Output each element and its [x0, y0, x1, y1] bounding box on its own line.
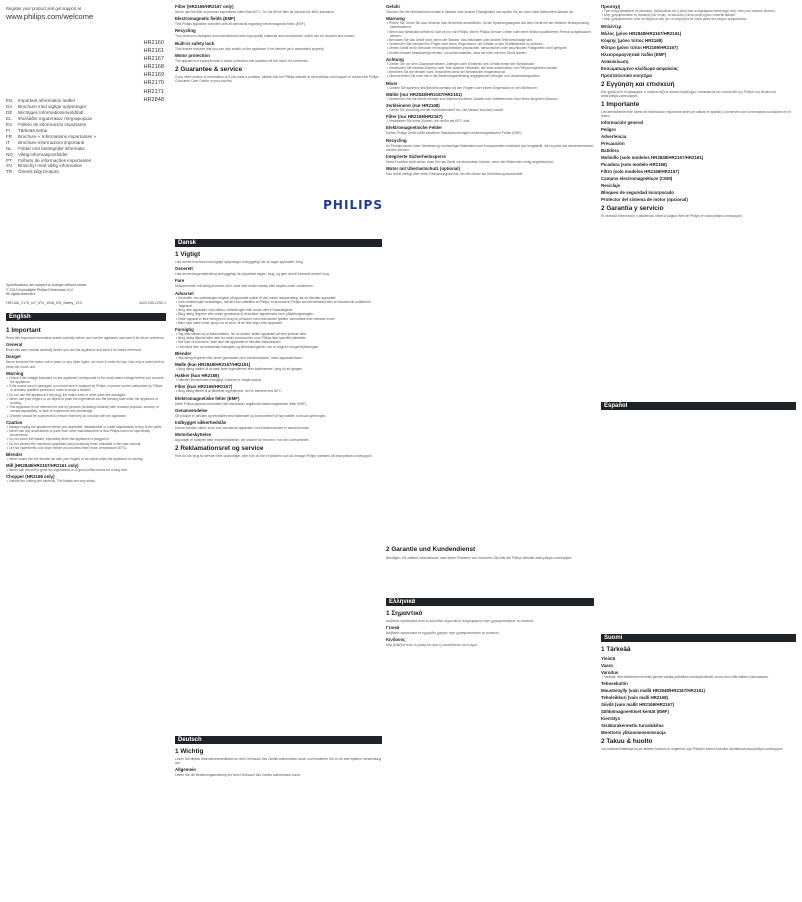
german-content	[175, 745, 383, 778]
bullet-item: • This appliance is not intended for use by persons (including children) with reduced physical, sensory or mental capabilities, or lack of experience and knowledge.	[6, 405, 166, 413]
bullet-item: • Brug ikke apparatet, hvis stikket, netledningen eller andre dele er beskadigede.	[175, 308, 383, 312]
subheading: Γενικά	[386, 625, 400, 631]
paragraph: Apparatet er udstyret med motorbeskyttelse, der slukker for motoren, hvis den overophedes.	[175, 438, 310, 443]
paragraph: Διαβάστε προσεκτικά αυτό το φυλλάδιο σημαντικών πληροφοριών πριν χρησιμοποιήσετε τη συσκευή.	[386, 619, 535, 623]
subheading: Varoitus	[601, 670, 619, 675]
section-heading: 2 Garantía y servicio	[601, 205, 664, 213]
website-link[interactable]: www.philips.com/welcome	[6, 12, 94, 21]
finnish-content	[601, 643, 797, 751]
paragraph: Motorenheden må aldrig kommes ned i vand eller anden væske eller skylles under vandhanen.	[175, 284, 314, 289]
rights-notice: All rights reserved.	[6, 292, 36, 297]
bullet-item: • Prüfen Sie, bevor Sie das Gerät an das Stromnetz anschließen, ob die Spannungsangabe auf dem Gerät mit der örtlichen Netzspannung übereinstimmt.	[386, 21, 594, 29]
subheading: Gefahr	[386, 4, 401, 9]
subheading: Generelt	[175, 266, 193, 272]
english-continued	[175, 2, 383, 83]
subheading: Προστατευτικό κινητήρα	[601, 72, 652, 78]
bullet-item: • Stik aldrig fingrene eller andre genstande ned i blenderkanden, mens apparatet kører.	[175, 356, 383, 360]
index-entry: NO Viktig informasjonsfolder	[6, 151, 68, 157]
bullet-item: • Brug aldrig filteret til at tilberede ingredienser, der er varmere end 80°C.	[175, 389, 383, 393]
column-cover	[6, 0, 166, 902]
paragraph: Μην βυθίζετε ποτέ το μοτέρ σε νερό ή οποιοδήποτε άλλο υγρό.	[386, 643, 478, 648]
section-heading: 1 Wichtig	[175, 748, 204, 755]
copyright: © 2013 Koninklijke Philips Electronics N.V.	[6, 287, 74, 292]
paragraph: Læs denne brugervejledning omhyggeligt, før apparatet tages i brug, og gem den til eventuel senere brug.	[175, 272, 330, 277]
philips-logo: PHILIPS	[323, 198, 383, 212]
subheading: Zerkleinerer (nur HR2168)	[386, 103, 440, 109]
model-number: HR2848	[143, 96, 164, 103]
bullet-item: • Do not use the appliance if the plug, the mains cord or other parts are damaged.	[6, 393, 166, 397]
section-heading-bar: 2 Garantie und Kundendienst	[386, 546, 591, 554]
subheading: Recycling	[386, 137, 407, 143]
subheading: Precaución	[601, 141, 625, 147]
paragraph: Never immerse the motor unit in water or any other liquid, nor rinse it under the tap. Use only a moist cloth to clean the motor unit.	[6, 360, 165, 369]
subheading: Vaara	[601, 663, 613, 668]
paragraph: Benötigen Sie weitere Informationen oder treten Probleme auf, besuchen Sie bitte die Philips Website www.philips.com/support.	[386, 556, 573, 560]
subheading: Built-in safety lock	[175, 40, 215, 46]
subheading: Advarsel	[175, 290, 194, 296]
danish-content	[175, 248, 383, 459]
index-entry: FR Brochure « Informations importantes »	[6, 133, 97, 139]
subheading: Sähkömagneettiset kentät (EMF)	[601, 709, 669, 715]
paragraph: Lea atentamente este folleto de información importante antes de utilizar el aparato y consérvelo por si necesitara consultarlo en el futuro.	[601, 110, 791, 119]
subheading: Προσοχή	[601, 4, 621, 9]
model-number: HR2168	[143, 64, 164, 71]
subheading: Información general	[601, 120, 643, 126]
model-number: HR2161	[143, 48, 164, 55]
model-number: HR2167	[143, 56, 164, 63]
subheading: Blender	[175, 350, 192, 356]
subheading: Mühle (nur HR2848/HR2167/HR2161)	[386, 91, 462, 97]
bullet-item: • Ziehen Sie vor dem Zusammensetzen, Zerlegen oder Einstellen des Geräts immer den Netzstecker.	[386, 62, 594, 66]
paragraph: Si necesita información o asistencia, visite la página Web de Philips en www.philips.com/support.	[601, 214, 743, 219]
paragraph: Διαβάστε προσεκτικά το εγχειρίδιο χρήσης πριν χρησιμοποιήσετε τη συσκευή.	[386, 631, 500, 636]
section-heading: 1 Importante	[601, 101, 640, 109]
column-german-greek	[386, 0, 594, 902]
bullet-item: • Berühren Sie die Messer nicht, besonders wenn der Netzstecker eingesteckt ist.	[386, 70, 594, 74]
subheading: Filter (kun HR2169/HR2167)	[175, 384, 233, 390]
subheading: Sisäänrakennettu turvalukitus	[601, 723, 664, 729]
german-continued	[386, 2, 594, 176]
language-header-finnish: Suomi	[601, 634, 796, 642]
bullet-item: • Overskrid ikke de maksimale mængder og tilberedningstider, der er angivet i brugervejledningen.	[175, 345, 383, 349]
subheading: Achtung	[386, 56, 404, 62]
section-heading: 2 Εγγύηση και επισκευή	[601, 80, 675, 88]
bullet-item: • Μην χρησιμοποιείτε ποτέ τα δάχτυλά σας για να σπρώξετε τα υλικά μέσα στο στόμιο τροφοδοσίας.	[601, 17, 797, 21]
subheading: Allgemein	[175, 767, 196, 773]
index-entry: DA Brochure med vigtige oplysninger	[6, 103, 87, 109]
subheading: Protector del sistema de motor (opcional)	[601, 197, 688, 203]
bullet-item: • Never use your fingers or an object to push the ingredients into the feeding tube while the appliance is running.	[6, 397, 166, 405]
paragraph: Your product is designed and manufactured with high quality materials and components, which can be recycled and reused.	[175, 34, 356, 39]
paragraph: Εάν χρειάζεστε πληροφορίες ή αντιμετωπίζετε κάποιο πρόβλημα, επισκεφτείτε την ιστοσελίδα της Philips στη διεύθυνση www.philips.com/support.	[601, 89, 776, 98]
paragraph: Lesen Sie die Bedienungsanleitung vor dem Gebrauch des Geräts aufmerksam durch.	[175, 773, 302, 778]
bullet-item: • Børn skal være under opsyn for at sikre, at de ikke leger med apparatet.	[175, 321, 383, 325]
subheading: Forsigtig	[175, 327, 194, 333]
language-header-greek: Ελληνικά	[386, 598, 594, 606]
index-entry: DE Wichtiges Informationsmerkblatt	[6, 109, 84, 115]
index-entry: NL Folder met belangrijke informatie	[6, 145, 85, 151]
subheading: Recycling	[175, 28, 196, 34]
language-index	[6, 98, 166, 175]
index-entry: IT Brochure informazioni importanti	[6, 139, 85, 145]
subheading: Mixer	[386, 80, 398, 86]
subheading: Peligro	[601, 127, 616, 133]
language-header-german: Deutsch	[175, 736, 382, 744]
subheading: Chopper (HR2168 only)	[6, 474, 55, 480]
paragraph: Jos tarvitset lisätietoja tai jos laitteen kanssa on ongelmia, käy Philipsin Internet-sivuilla osoitteessa www.philips.com/support.	[601, 747, 784, 752]
subheading: Elektromagnetiske felter (EMF)	[175, 395, 240, 401]
model-number: HR2170	[143, 80, 164, 87]
doc-number: 4222.005.2250.1	[139, 300, 166, 305]
index-entry: ES Folleto de información importante	[6, 121, 87, 127]
bullet-item: • Never reach into the blender jar with your fingers or an object while the appliance is running.	[6, 457, 166, 461]
subheading: Indbygget sikkerhedslås	[175, 420, 227, 426]
bullet-item: • Do not exceed the maximum quantities and processing times indicated in the user manual.	[6, 442, 166, 446]
greek-content	[386, 607, 594, 648]
paragraph: Read this user manual carefully before you use the appliance and save it for future reference.	[6, 348, 143, 353]
subheading: Bloqueo de seguridad incorporado	[601, 190, 674, 196]
index-entry: EN Important information leaflet	[6, 98, 75, 103]
paragraph: Das Gerät verfügt über einen Überlastungsschutz, der den Motor bei Überhitzung ausschaltet.	[386, 172, 524, 177]
bullet-item: • Gehen Sie vorsichtig mit der Schneideeinheit um. Die Messer sind sehr scharf.	[386, 108, 594, 112]
greek-continued	[601, 2, 797, 409]
subheading: Ενσωματωμένο κλείδωμα ασφαλείας	[601, 65, 679, 71]
section-heading: 1 Vigtigt	[175, 251, 201, 258]
subheading: Μπλέντερ	[601, 23, 622, 29]
model-number: HR2171	[143, 88, 164, 95]
model-list	[143, 39, 164, 104]
paragraph: This feature ensures that you can only switch on the appliance if the blender jar is assembled properly.	[175, 46, 325, 51]
subheading: Filtro (solo modelos HR2169/HR2167)	[601, 169, 680, 175]
subheading: Advertencia	[601, 134, 627, 140]
subheading: Motorbeskyttelse	[175, 432, 212, 438]
subheading: Blender	[6, 452, 23, 458]
subheading: Campos electromagnéticos (CEM)	[601, 176, 673, 182]
subheading: Batidora	[601, 148, 619, 154]
bullet-item: • Handle the cutting unit carefully. The blades are very sharp.	[6, 479, 166, 483]
section-heading: 1 Important	[6, 327, 41, 334]
doc-code: HR2160_2170_ILF_IFU_1948_EN_Safety_V10	[6, 300, 82, 305]
bullet-item: • Wenn das Netzkabel defekt ist, darf es nur von Philips, einem Philips Service-Center oder einer ähnlich qualifizierten Person ausgetauscht werden.	[386, 30, 594, 38]
bullet-item: • Children should be supervised to ensure that they do not play with the appliance.	[6, 414, 166, 418]
bullet-item: • Check if the voltage indicated on the appliance corresponds to the local mains voltage before you connect the appliance.	[6, 376, 166, 384]
section-heading: 2 Takuu & huolto	[601, 738, 653, 746]
bullet-item: • Verwenden Sie niemals Zubehör oder Teile anderer Hersteller, die nicht ausdrücklich von Philips empfohlen werden.	[386, 66, 594, 70]
bullet-item: • Brug aldrig møllen til at male tørre ingredienser eller kaffebønner i lang tid ad gangen.	[175, 367, 383, 371]
language-header-english: English	[6, 313, 166, 321]
paragraph: The appliance is equipped with a motor protection that switches off the motor if it overheats.	[175, 58, 309, 63]
subheading: Mølle (kun HR2848/HR2167/HR2161)	[175, 362, 251, 368]
index-entry: TR Önemli bilgi broşürü	[6, 169, 59, 175]
bullet-item: • Kontrollér, om spændingen angivet på apparatet svarer til den lokale netspænding, før du tilslutter apparatet.	[175, 296, 383, 300]
register-line: Register your product and get support at	[6, 6, 81, 11]
subheading: Warning	[6, 370, 24, 376]
subheading: Ηλεκτρομαγνητικά πεδία (EMF)	[601, 51, 667, 57]
bullet-item: • Tarkista, että laitteeseen merkitty jännite vastaa paikallista verkkojännitettä, ennen kuin liität laitteen pistorasiaan.	[601, 675, 797, 679]
paragraph: Denne funktion sikrer, at du kun kan tænde apparatet, hvis blenderkanden er samlet korrekt.	[175, 426, 310, 431]
paragraph: Diese Funktion stellt sicher, dass Sie das Gerät nur einschalten können, wenn der Mixbecher richtig angebracht ist.	[386, 160, 554, 165]
index-entry: EL Φυλλάδιο σημαντικών πληροφοριών	[6, 115, 93, 121]
subheading: Genanvendelse	[175, 407, 208, 413]
subheading: Hakker (kun HR2168)	[175, 373, 219, 379]
bullet-item: • Rør ikke ved knivene, især ikke når apparatet er tilsluttet stikkontakten.	[175, 340, 383, 344]
paragraph: Dieses Philips Gerät erfüllt sämtliche Standards bezüglich elektromagnetischer Felder (EMF).	[386, 131, 523, 136]
subheading: Μύλος (μόνο HR2848/HR2167/HR2161)	[601, 30, 682, 36]
bullet-item: • Kinder müssen beaufsichtigt werden, um sicherzustellen, dass sie nicht mit dem Gerät spielen.	[386, 51, 594, 55]
legal-footer	[6, 283, 166, 305]
paragraph: Hvis du har brug for service eller oplysninger, eller hvis du har et problem, kan du besøge Philips' websted på www.philips.com/support.	[175, 454, 373, 459]
bullet-item: • Greifen Sie während des Betriebs niemals mit den Fingern oder einem Gegenstand in den Mixbecher.	[386, 86, 594, 90]
bullet-item: • Verwenden Sie die Mühle niemals zum Mahlen trockener Zutaten oder Kaffeebohnen über einen längeren Zeitraum.	[386, 97, 594, 101]
section-heading: 1 Σημαντικό	[386, 610, 423, 617]
bullet-item: • Μην χρησιμοποιείτε τη συσκευή εάν το φις, το καλώδιο ή άλλα μέρη έχουν υποστεί φθορά.	[601, 13, 797, 17]
brand-logo-wrap	[175, 196, 383, 214]
bullet-item: • If the mains cord is damaged, you must have it replaced by Philips, a service centre authorised by Philips or similarly qualified persons in order to avoid a hazard.	[6, 384, 166, 392]
bullet-item: • Verwenden Sie niemals Ihre Finger oder einen Gegenstand, um Zutaten in den Einfüllschacht zu drücken.	[386, 42, 594, 46]
bullet-item: • Benutzen Sie das Gerät nicht, wenn der Stecker, das Netzkabel oder andere Teile beschädigt sind.	[386, 38, 594, 42]
section-heading: 2 Guarantee & service	[175, 66, 243, 74]
paragraph: Dit produkt er udviklet og fremstillet med materialer og komponenter af høj kvalitet, som kan genbruges.	[175, 413, 327, 418]
subheading: Filter (nur HR2169/HR2167)	[386, 114, 443, 120]
subheading: Κόφτης (μόνο τύπος HR2168)	[601, 37, 663, 43]
paragraph: If you need service or information or if you have a problem, please visit the Philips website at www.philips.com/support or contact the Philips Consumer Care Centre in your country.	[175, 75, 379, 84]
subheading: Φίλτρο (μόνο τύποι HR2169/HR2167)	[601, 44, 678, 50]
paragraph: Read this important information leaflet carefully before you use the appliance and save it for future reference.	[6, 336, 165, 340]
section-heading: 1 Tärkeää	[601, 646, 631, 653]
bullet-item: • Brug aldrig fingrene eller andre genstande til at skubbe ingredienser ned i påfyldningstragten.	[175, 312, 383, 316]
column-english-danish	[175, 0, 383, 902]
paragraph: Tauchen Sie die Motoreinheit niemals in Wasser oder andere Flüssigkeiten und spülen Sie sie nicht unter fließendem Wasser ab.	[386, 10, 574, 14]
subheading: Molinillo (solo modelos HR2848/HR2167/HR2161)	[601, 155, 704, 161]
german-guarantee	[386, 555, 594, 560]
bullet-item: • Überschreiten Sie nicht die in der Bedienungsanleitung angegebenen Mengen und Verarbeitungszeiten.	[386, 74, 594, 78]
bullet-item: • Never use any accessories or parts from other manufacturers or that Philips does not specifically recommend.	[6, 429, 166, 437]
index-entry: FI Tärkeää tietoa	[6, 127, 48, 133]
language-header-spanish: Español	[601, 402, 796, 410]
subheading: Teholeikkuri (vain malli HR2168)	[601, 695, 669, 701]
subheading: Warnung	[386, 16, 405, 22]
model-number: HR2169	[143, 72, 164, 79]
subheading: Fare	[175, 278, 185, 284]
paragraph: Læs denne brochure med vigtige oplysninger omhyggeligt, før du tager apparatet i brug.	[175, 260, 304, 264]
subheading: Mill (HR2848/HR2167/HR2161 only)	[6, 463, 79, 469]
bullet-item: • Always unplug the appliance before you assemble, disassemble or make adjustments to any of the parts.	[6, 425, 166, 429]
bullet-item: • Hvis netledningen beskadiges, må den kun udskiftes af Philips, et autoriseret Philips serviceværksted eller en tilsvarende kvalificeret fagmand.	[175, 300, 383, 308]
subheading: Yleistä	[601, 656, 616, 661]
subheading: Κίνδυνος	[386, 637, 406, 643]
subheading: Kierrätys	[601, 716, 621, 722]
paragraph: Lesen Sie dieses Informationsmerkblatt vor dem Gebrauch des Geräts aufmerksam durch und bewahren Sie es für eine spätere Verwendung auf.	[175, 757, 382, 766]
subheading: Maustemylly (vain mallit HR2848/HR2167/HR2161)	[601, 688, 705, 694]
bullet-item: • Tag altid stikket ud af stikkontakten, før du samler, skiller apparatet ad eller justerer dele.	[175, 332, 383, 336]
english-content	[6, 324, 166, 484]
paragraph: Dette Philips apparat overholder alle standarder angående elektromagnetiske felter (EMF).	[175, 401, 308, 406]
spec-notice: Specifications are subject to change without notice	[6, 283, 87, 287]
subheading: Electromagnetic fields (EMF)	[175, 16, 236, 22]
index-entry: PT Folheto de informações importantes	[6, 157, 92, 163]
subheading: Reciclaje	[601, 183, 621, 189]
paragraph: Never use the filter to process ingredients hotter than 80°C. Do not fill the filter jar beyond the MAX indication.	[175, 10, 335, 14]
subheading: Siivilä (vain mallit HR2169/HR2167)	[601, 702, 674, 708]
bullet-item: • Never use the mill to grind dry ingredients or to grind coffee beans for a long time.	[6, 468, 166, 472]
subheading: Moottorin ylikuumenemissuoja	[601, 730, 666, 736]
column-greek-spanish-finnish	[601, 0, 797, 902]
bullet-item: • Let hot ingredients cool down before you process them (max. temperature 80°C).	[6, 446, 166, 450]
document-reference	[6, 301, 166, 306]
paragraph: Ihr Produkt wurde unter Verwendung hochwertiger Materialien und Komponenten entwickelt und hergestellt, die recycelt und wiederverwendet werden können.	[386, 143, 594, 152]
bullet-item: • Πριν ενεργοποιήσετε τη συσκευή, βεβαιωθείτε ότι η τάση που αναγράφεται αντιστοιχεί στην τάση του τοπικού δικτύου.	[601, 9, 797, 13]
index-entry: SV Broschyr med viktig information	[6, 163, 83, 169]
subheading: General	[6, 342, 23, 348]
subheading: Filter (HR2169/HR2167 only)	[175, 4, 234, 9]
subheading: Ανακύκλωση	[601, 58, 629, 64]
language-header-danish: Dansk	[175, 239, 382, 247]
paragraph: This Philips appliance complies with all standards regarding electromagnetic fields (EMF).	[175, 22, 306, 27]
bullet-item: • Dette apparat er ikke beregnet til brug for personer med reducerede fysiske, sensoriske eller mentale evner.	[175, 317, 383, 321]
bullet-item: • Håndter knivenheden forsigtigt. Knivene er meget skarpe.	[175, 378, 383, 382]
bullet-item: • Verarbeiten Sie keine Zutaten, die heißer als 80°C sind.	[386, 119, 594, 123]
subheading: Motor mit Überlastschutz (optional)	[386, 166, 460, 172]
subheading: Motor protection	[175, 52, 210, 58]
subheading: Danger	[6, 354, 22, 360]
model-number: HR2160	[143, 40, 164, 46]
subheading: Tehosekoitin	[601, 681, 628, 687]
bullet-item: • Dieses Gerät ist für Benutzer mit eingeschränkten physischen, sensorischen oder psychischen Fähigkeiten nicht geeignet.	[386, 46, 594, 50]
subheading: Caution	[6, 419, 23, 425]
bullet-item: • Do not touch the blades, especially when the appliance is plugged in.	[6, 437, 166, 441]
subheading: Elektromagnetische Felder	[386, 125, 443, 131]
subheading: Picadora (solo modelo HR2168)	[601, 162, 667, 168]
subheading: Integrierte Sicherheitssperre	[386, 154, 446, 160]
section-heading: 2 Reklamationsret og service	[175, 445, 264, 453]
bullet-item: • Brug aldrig tilbehør eller dele fra andre producenter, som Philips ikke specifikt anbefaler.	[175, 336, 383, 340]
